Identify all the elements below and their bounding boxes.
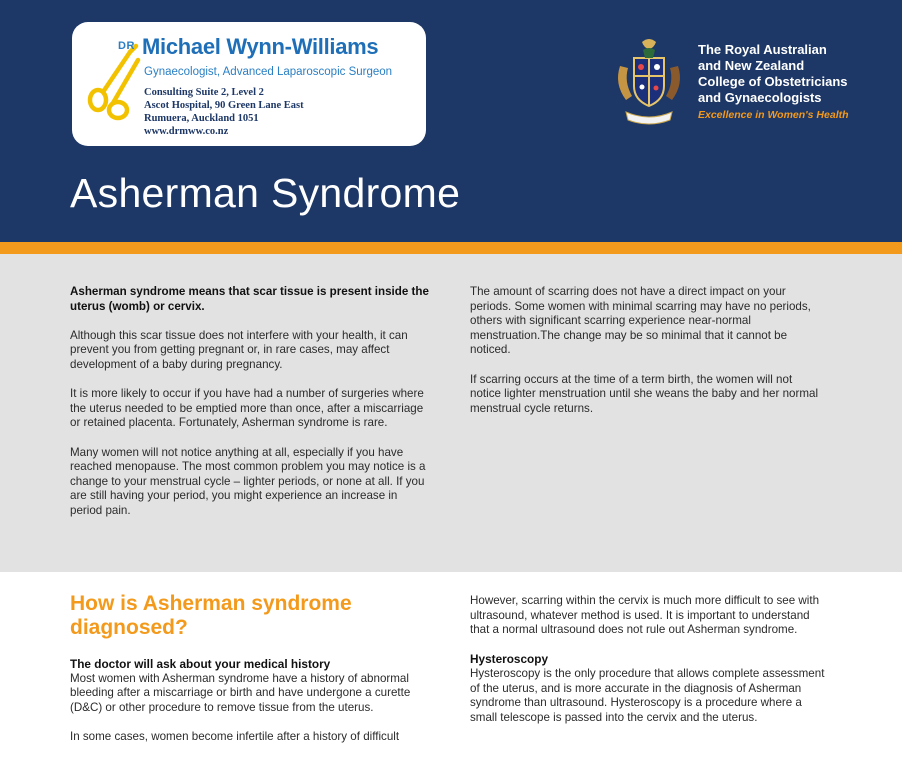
college-name-line: The Royal Australian <box>698 42 827 57</box>
diagnosis-right-column <box>470 594 826 740</box>
scissors-icon <box>86 40 148 122</box>
college-name-line: College of Obstetricians <box>698 74 848 89</box>
college-crest-icon <box>612 36 686 128</box>
intro-paragraph: It is more likely to occur if you have had a number of surgeries where the uterus needed to be emptied more than once, after a miscarriage or retained placenta. Fortunately, Asherman syndrome is rare. <box>70 387 424 430</box>
address-line: Consulting Suite 2, Level 2 <box>144 87 264 98</box>
intro-left-column <box>70 285 432 533</box>
ultrasound-paragraph: However, scarring within the cervix is much more difficult to see with ultrasound, whatever method is used. It is important to understand that a normal ultrasound does not rule out Asherman syndrome. <box>470 594 820 637</box>
college-name-line: and Gynaecologists <box>698 90 822 105</box>
orange-divider <box>0 242 902 254</box>
college-name <box>698 42 888 106</box>
dr-prefix: DR <box>118 40 135 52</box>
intro-paragraph: The amount of scarring does not have a direct impact on your periods. Some women with minimal scarring may have no periods, others with significant scarring experience near-normal menstruation.The change may be so minimal that it cannot be noticed. <box>470 285 811 357</box>
doctor-role: Gynaecologist, Advanced Laparoscopic Surgeon <box>144 66 393 78</box>
diagnosis-heading: How is Asherman syndrome diagnosed? <box>70 592 352 639</box>
history-subheading: The doctor will ask about your medical history <box>70 657 331 671</box>
address-line: Ascot Hospital, 90 Green Lane East <box>144 100 304 111</box>
history-paragraph-cut: In some cases, women become infertile after a history of difficult <box>70 729 400 743</box>
intro-paragraph: If scarring occurs at the time of a term birth, the women will not notice lighter menstruation until she weans the baby and her normal menstrual cycle returns. <box>470 372 819 415</box>
intro-paragraph: Many women will not notice anything at all, especially if you have reached menopause. The most common problem you may notice is a change to your menstrual cycle – lighter periods, or none at all. If you are still having your period, you might experience an increase in period pain. <box>70 445 426 517</box>
intro-right-column <box>470 285 824 431</box>
college-tagline: Excellence in Women's Health <box>698 109 849 121</box>
history-paragraph: Most women with Asherman syndrome have a history of abnormal bleeding after a miscarriage or birth and have undergone a curette (D&C) or other procedure to remove tissue from the uterus. <box>70 671 411 714</box>
hysteroscopy-subheading: Hysteroscopy <box>470 652 549 667</box>
diagnosis-left-column <box>70 657 432 759</box>
doctor-name: Michael Wynn-Williams <box>142 34 379 59</box>
page-title: Asherman Syndrome <box>70 170 461 216</box>
college-name-line: and New Zealand <box>698 58 805 73</box>
doctor-address <box>144 86 304 138</box>
intro-lead: Asherman syndrome means that scar tissue is present inside the uterus (womb) or cervix. <box>70 285 429 313</box>
address-line: Rumuera, Auckland 1051 <box>144 113 259 124</box>
intro-paragraph: Although this scar tissue does not interfere with your health, it can prevent you from getting pregnant or, in rare cases, may affect development of a baby during pregnancy. <box>70 328 408 371</box>
hysteroscopy-paragraph: Hysteroscopy is the only procedure that allows complete assessment of the uterus, and is more accurate in the diagnosis of Asherman syndrome than ultrasound. Hysteroscopy is a procedure where a small telescope is passed into the cervix and the uterus. <box>470 666 825 724</box>
website-link[interactable]: www.drmww.co.nz <box>144 126 229 137</box>
doctor-card <box>72 22 426 146</box>
